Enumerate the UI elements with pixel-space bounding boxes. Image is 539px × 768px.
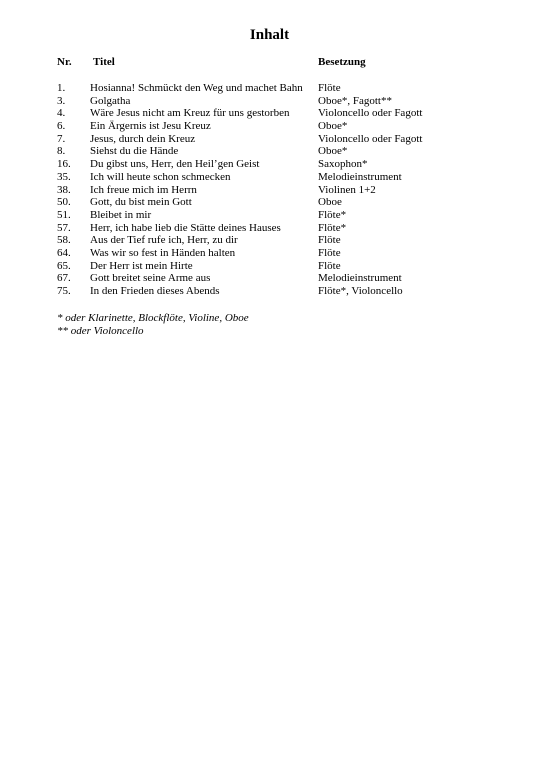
entry-instrumentation: Flöte [318, 259, 341, 272]
entry-instrumentation: Flöte [318, 246, 341, 259]
entry-title: Golgatha [90, 94, 131, 107]
entry-instrumentation: Oboe* [318, 145, 348, 158]
entry-title: Hosianna! Schmückt den Weg und machet Bahn [90, 82, 303, 94]
entry-number: 38. [57, 183, 71, 196]
entry-instrumentation: Violoncello oder Fagott [318, 107, 423, 120]
entry-instrumentation: Flöte* [318, 208, 347, 221]
entry-instrumentation: Violoncello oder Fagott [318, 132, 423, 145]
footnotes [57, 312, 249, 337]
footnote: ** oder Violoncello [57, 324, 144, 337]
toc-row [57, 82, 517, 95]
column-header-nr: Nr. [57, 56, 72, 68]
toc-row [57, 285, 517, 298]
entry-instrumentation: Melodieinstrument [318, 272, 402, 285]
entry-instrumentation: Flöte*, Violoncello [318, 285, 403, 297]
entry-instrumentation: Violinen 1+2 [318, 183, 376, 196]
toc-row [57, 107, 517, 120]
toc-row [57, 234, 517, 247]
entry-number: 50. [57, 196, 71, 209]
entry-number: 7. [57, 132, 66, 145]
entry-number: 57. [57, 221, 71, 234]
column-header-titel: Titel [93, 56, 115, 68]
entry-title: Jesus, durch dein Kreuz [90, 132, 196, 145]
entry-title: Ich will heute schon schmecken [90, 170, 231, 183]
entry-number: 6. [57, 120, 66, 133]
toc-row [57, 247, 517, 260]
toc-row [57, 260, 517, 273]
entry-number: 1. [57, 82, 66, 94]
entry-instrumentation: Melodieinstrument [318, 170, 402, 183]
table-of-contents [57, 82, 517, 298]
entry-title: Aus der Tief rufe ich, Herr, zu dir [90, 234, 238, 247]
entry-title: Ich freue mich im Herrn [90, 183, 197, 196]
entry-instrumentation: Oboe [318, 196, 342, 209]
entry-title: Ein Ärgernis ist Jesu Kreuz [90, 120, 211, 133]
entry-instrumentation: Saxophon* [318, 158, 368, 171]
entry-number: 58. [57, 234, 71, 247]
entry-instrumentation: Oboe* [318, 120, 348, 133]
entry-title: Du gibst uns, Herr, den Heil’gen Geist [90, 158, 260, 171]
toc-row [57, 95, 517, 108]
entry-number: 4. [57, 107, 66, 120]
column-header-besetzung: Besetzung [318, 56, 366, 68]
entry-instrumentation: Flöte* [318, 221, 347, 234]
entry-number: 64. [57, 246, 71, 259]
entry-title: Siehst du die Hände [90, 145, 179, 158]
toc-row [57, 158, 517, 171]
entry-number: 67. [57, 272, 71, 285]
entry-title: Der Herr ist mein Hirte [90, 259, 193, 272]
toc-row [57, 171, 517, 184]
toc-row [57, 184, 517, 197]
entry-title: Was wir so fest in Händen halten [90, 246, 236, 259]
entry-number: 16. [57, 158, 71, 171]
entry-title: In den Frieden dieses Abends [90, 285, 220, 297]
entry-number: 51. [57, 208, 71, 221]
entry-number: 3. [57, 94, 66, 107]
entry-number: 65. [57, 259, 71, 272]
toc-row [57, 272, 517, 285]
toc-row [57, 120, 517, 133]
entry-title: Gott, du bist mein Gott [90, 196, 192, 209]
toc-row [57, 196, 517, 209]
entry-instrumentation: Oboe*, Fagott** [318, 94, 392, 107]
entry-title: Herr, ich habe lieb die Stätte deines Hauses [90, 221, 281, 234]
entry-title: Gott breitet seine Arme aus [90, 272, 211, 285]
entry-instrumentation: Flöte [318, 82, 341, 94]
footnote: * oder Klarinette, Blockflöte, Violine, Oboe [57, 312, 249, 324]
entry-number: 35. [57, 170, 71, 183]
entry-title: Wäre Jesus nicht am Kreuz für uns gestorben [90, 107, 290, 120]
toc-row [57, 209, 517, 222]
toc-row [57, 145, 517, 158]
entry-title: Bleibet in mir [90, 208, 152, 221]
entry-number: 8. [57, 145, 66, 158]
page-title: Inhalt [249, 27, 290, 43]
entry-instrumentation: Flöte [318, 234, 341, 247]
toc-row [57, 133, 517, 146]
entry-number: 75. [57, 285, 71, 297]
toc-row [57, 222, 517, 235]
